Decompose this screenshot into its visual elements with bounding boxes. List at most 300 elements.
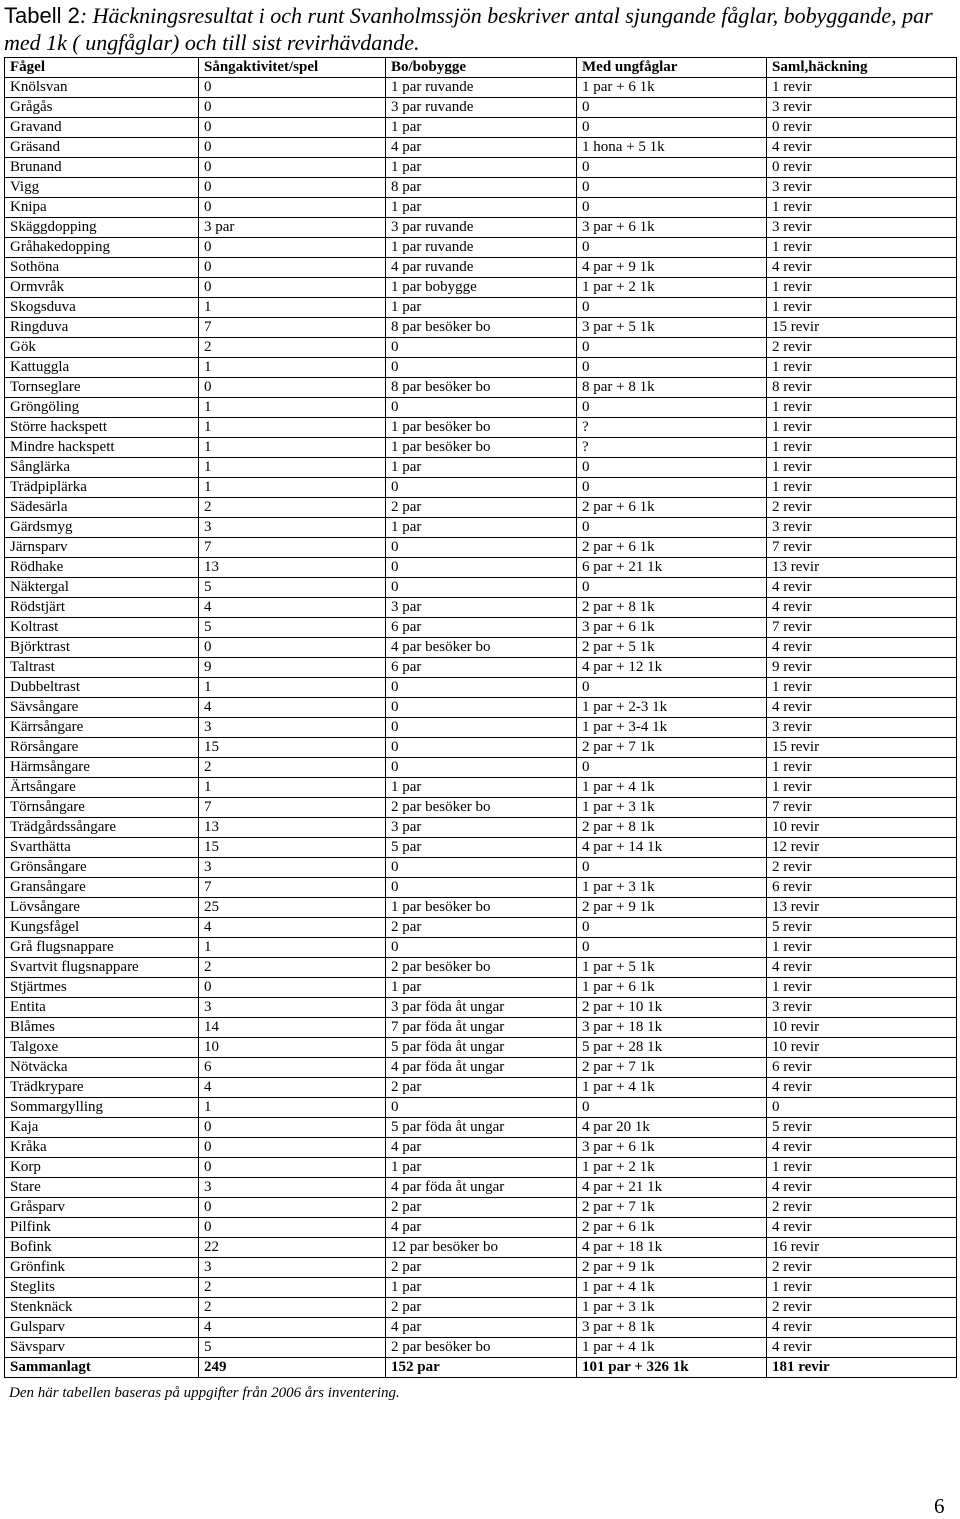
nest-building-cell: 6 par: [386, 618, 577, 638]
with-young-cell: 2 par + 7 1k: [577, 1198, 767, 1218]
nest-building-cell: 4 par: [386, 1138, 577, 1158]
nest-building-cell: 0: [386, 538, 577, 558]
nest-building-cell: 1 par: [386, 118, 577, 138]
total-breeding-cell: 1 revir: [767, 78, 957, 98]
song-activity-cell: 1: [199, 458, 386, 478]
total-breeding-cell: 0 revir: [767, 158, 957, 178]
song-activity-cell: 0: [199, 198, 386, 218]
species-cell: Kärrsångare: [5, 718, 199, 738]
table-row: [5, 1298, 957, 1318]
nest-building-cell: 1 par bobygge: [386, 278, 577, 298]
total-breeding-cell: 4 revir: [767, 638, 957, 658]
nest-building-cell: 1 par: [386, 198, 577, 218]
song-activity-cell: 0: [199, 638, 386, 658]
table-row: [5, 138, 957, 158]
nest-building-cell: 5 par föda åt ungar: [386, 1118, 577, 1138]
nest-building-cell: 1 par: [386, 158, 577, 178]
nest-building-cell: 1 par besöker bo: [386, 898, 577, 918]
total-breeding-cell: 3 revir: [767, 998, 957, 1018]
species-cell: Tornseglare: [5, 378, 199, 398]
total-breeding-cell: 4 revir: [767, 578, 957, 598]
with-young-cell: 1 par + 3 1k: [577, 798, 767, 818]
total-breeding-cell: 2 revir: [767, 498, 957, 518]
nest-building-cell: 0: [386, 558, 577, 578]
nest-building-cell: 4 par ruvande: [386, 258, 577, 278]
nest-building-cell: 1 par: [386, 458, 577, 478]
total-breeding-cell: 13 revir: [767, 898, 957, 918]
species-cell: Grönsångare: [5, 858, 199, 878]
with-young-cell: 1 par + 5 1k: [577, 958, 767, 978]
table-row: [5, 578, 957, 598]
species-cell: Svarthätta: [5, 838, 199, 858]
with-young-cell: 2 par + 7 1k: [577, 738, 767, 758]
song-activity-cell: 4: [199, 698, 386, 718]
total-breeding-cell: 1 revir: [767, 1158, 957, 1178]
with-young-cell: 1 par + 2-3 1k: [577, 698, 767, 718]
song-activity-cell: 0: [199, 1218, 386, 1238]
with-young-cell: 5 par + 28 1k: [577, 1038, 767, 1058]
song-activity-cell: 7: [199, 878, 386, 898]
song-activity-cell: 0: [199, 1158, 386, 1178]
total-breeding-cell: 4 revir: [767, 1338, 957, 1358]
song-activity-cell: 15: [199, 838, 386, 858]
table-row: [5, 738, 957, 758]
total-breeding-cell: 2 revir: [767, 1298, 957, 1318]
with-young-cell: 4 par + 21 1k: [577, 1178, 767, 1198]
total-breeding-cell: 0: [767, 1098, 957, 1118]
total-breeding-cell: 7 revir: [767, 798, 957, 818]
table-row: [5, 538, 957, 558]
song-activity-cell: 2: [199, 498, 386, 518]
table-row: [5, 718, 957, 738]
nest-building-cell: 3 par föda åt ungar: [386, 998, 577, 1018]
song-activity-cell: 2: [199, 338, 386, 358]
species-cell: Grå flugsnappare: [5, 938, 199, 958]
species-cell: Trädgårdssångare: [5, 818, 199, 838]
table-row: [5, 1218, 957, 1238]
species-cell: Nötväcka: [5, 1058, 199, 1078]
song-activity-cell: 2: [199, 758, 386, 778]
song-activity-cell: 0: [199, 1198, 386, 1218]
with-young-cell: 2 par + 5 1k: [577, 638, 767, 658]
total-breeding-cell: 7 revir: [767, 618, 957, 638]
with-young-cell: 0: [577, 398, 767, 418]
total-breeding-cell: 1 revir: [767, 678, 957, 698]
table-row: [5, 398, 957, 418]
nest-building-cell: 2 par: [386, 1078, 577, 1098]
song-activity-cell: 1: [199, 358, 386, 378]
nest-building-cell: 0: [386, 718, 577, 738]
total-breeding-cell: 1 revir: [767, 938, 957, 958]
table-row: [5, 918, 957, 938]
species-cell: Gråsparv: [5, 1198, 199, 1218]
table-row: [5, 958, 957, 978]
nest-building-cell: 0: [386, 938, 577, 958]
with-young-cell: 2 par + 6 1k: [577, 1218, 767, 1238]
nest-building-cell: 0: [386, 758, 577, 778]
table-row: [5, 338, 957, 358]
with-young-cell: 0: [577, 338, 767, 358]
species-cell: Sävsparv: [5, 1338, 199, 1358]
song-activity-cell: 5: [199, 618, 386, 638]
nest-building-cell: 4 par: [386, 1218, 577, 1238]
species-cell: Större hackspett: [5, 418, 199, 438]
nest-building-cell: 1 par: [386, 1158, 577, 1178]
table-row: [5, 658, 957, 678]
total-breeding-cell: 1 revir: [767, 358, 957, 378]
with-young-cell: 0: [577, 458, 767, 478]
table-row: [5, 698, 957, 718]
species-cell: Sommargylling: [5, 1098, 199, 1118]
nest-building-cell: 12 par besöker bo: [386, 1238, 577, 1258]
nest-building-cell: 4 par besöker bo: [386, 638, 577, 658]
nest-building-cell: 6 par: [386, 658, 577, 678]
table-row: [5, 778, 957, 798]
nest-building-cell: 2 par: [386, 1298, 577, 1318]
species-cell: Pilfink: [5, 1218, 199, 1238]
total-breeding-cell: 4 revir: [767, 258, 957, 278]
nest-building-cell: 2 par besöker bo: [386, 1338, 577, 1358]
song-activity-cell: 1: [199, 1098, 386, 1118]
nest-building-cell: 4 par: [386, 138, 577, 158]
table-row: [5, 998, 957, 1018]
total-breeding-cell: 6 revir: [767, 1058, 957, 1078]
species-cell: Kattuggla: [5, 358, 199, 378]
total-song-activity: 249: [199, 1358, 386, 1378]
species-cell: Vigg: [5, 178, 199, 198]
table-row: [5, 418, 957, 438]
species-cell: Kaja: [5, 1118, 199, 1138]
song-activity-cell: 4: [199, 598, 386, 618]
table-row: [5, 818, 957, 838]
total-breeding-cell: 10 revir: [767, 818, 957, 838]
with-young-cell: 4 par + 18 1k: [577, 1238, 767, 1258]
total-breeding-cell: 12 revir: [767, 838, 957, 858]
species-cell: Lövsångare: [5, 898, 199, 918]
song-activity-cell: 0: [199, 138, 386, 158]
nest-building-cell: 4 par: [386, 1318, 577, 1338]
table-row: [5, 1238, 957, 1258]
song-activity-cell: 1: [199, 778, 386, 798]
nest-building-cell: 1 par besöker bo: [386, 438, 577, 458]
table-row: [5, 318, 957, 338]
total-breeding-cell: 15 revir: [767, 318, 957, 338]
with-young-cell: 1 par + 3 1k: [577, 878, 767, 898]
table-row: [5, 758, 957, 778]
table-caption: [4, 2, 954, 56]
with-young-cell: 1 hona + 5 1k: [577, 138, 767, 158]
table-row: [5, 518, 957, 538]
species-cell: Gärdsmyg: [5, 518, 199, 538]
with-young-cell: 1 par + 4 1k: [577, 1278, 767, 1298]
total-breeding-cell: 4 revir: [767, 1218, 957, 1238]
song-activity-cell: 2: [199, 1298, 386, 1318]
species-cell: Grågås: [5, 98, 199, 118]
song-activity-cell: 1: [199, 438, 386, 458]
with-young-cell: 3 par + 5 1k: [577, 318, 767, 338]
with-young-cell: 8 par + 8 1k: [577, 378, 767, 398]
song-activity-cell: 3: [199, 1178, 386, 1198]
table-row: [5, 238, 957, 258]
species-cell: Stjärtmes: [5, 978, 199, 998]
total-breeding-cell: 10 revir: [767, 1018, 957, 1038]
nest-building-cell: 1 par ruvande: [386, 238, 577, 258]
with-young-cell: 1 par + 2 1k: [577, 278, 767, 298]
nest-building-cell: 8 par besöker bo: [386, 378, 577, 398]
with-young-cell: 3 par + 6 1k: [577, 1138, 767, 1158]
total-breeding-cell: 1 revir: [767, 398, 957, 418]
song-activity-cell: 1: [199, 398, 386, 418]
table-row: [5, 598, 957, 618]
song-activity-cell: 0: [199, 1138, 386, 1158]
species-cell: Rödstjärt: [5, 598, 199, 618]
species-cell: Skäggdopping: [5, 218, 199, 238]
breeding-results-table: [4, 57, 957, 1378]
total-breeding-cell: 6 revir: [767, 878, 957, 898]
species-cell: Mindre hackspett: [5, 438, 199, 458]
total-breeding-cell: 0 revir: [767, 118, 957, 138]
nest-building-cell: 2 par: [386, 1258, 577, 1278]
with-young-cell: 0: [577, 578, 767, 598]
table-row: [5, 378, 957, 398]
nest-building-cell: 0: [386, 338, 577, 358]
song-activity-cell: 9: [199, 658, 386, 678]
total-breeding-cell: 4 revir: [767, 1178, 957, 1198]
with-young-cell: 0: [577, 518, 767, 538]
with-young-cell: 4 par + 9 1k: [577, 258, 767, 278]
total-breeding-cell: 3 revir: [767, 718, 957, 738]
with-young-cell: 2 par + 9 1k: [577, 898, 767, 918]
song-activity-cell: 5: [199, 1338, 386, 1358]
with-young-cell: 0: [577, 118, 767, 138]
nest-building-cell: 1 par: [386, 518, 577, 538]
species-cell: Skogsduva: [5, 298, 199, 318]
species-cell: Ringduva: [5, 318, 199, 338]
nest-building-cell: 1 par ruvande: [386, 78, 577, 98]
total-breeding-cell: 2 revir: [767, 1198, 957, 1218]
total-breeding-cell: 10 revir: [767, 1038, 957, 1058]
nest-building-cell: 3 par: [386, 818, 577, 838]
species-cell: Gransångare: [5, 878, 199, 898]
nest-building-cell: 2 par besöker bo: [386, 958, 577, 978]
total-breeding-cell: 3 revir: [767, 518, 957, 538]
table-row: [5, 1158, 957, 1178]
species-cell: Sånglärka: [5, 458, 199, 478]
table-row: [5, 938, 957, 958]
total-breeding-cell: 4 revir: [767, 598, 957, 618]
song-activity-cell: 4: [199, 1318, 386, 1338]
species-cell: Gräsand: [5, 138, 199, 158]
song-activity-cell: 2: [199, 1278, 386, 1298]
song-activity-cell: 7: [199, 798, 386, 818]
species-cell: Sävsångare: [5, 698, 199, 718]
table-row: [5, 1058, 957, 1078]
with-young-cell: 0: [577, 298, 767, 318]
total-breeding-cell: 1 revir: [767, 758, 957, 778]
species-cell: Steglits: [5, 1278, 199, 1298]
with-young-cell: 1 par + 4 1k: [577, 1338, 767, 1358]
song-activity-cell: 14: [199, 1018, 386, 1038]
total-breeding-cell: 15 revir: [767, 738, 957, 758]
table-header-row: [5, 58, 957, 78]
nest-building-cell: 0: [386, 698, 577, 718]
table-row: [5, 878, 957, 898]
nest-building-cell: 3 par ruvande: [386, 98, 577, 118]
nest-building-cell: 3 par ruvande: [386, 218, 577, 238]
species-cell: Bofink: [5, 1238, 199, 1258]
table-row: [5, 278, 957, 298]
with-young-cell: 2 par + 9 1k: [577, 1258, 767, 1278]
with-young-cell: 0: [577, 918, 767, 938]
song-activity-cell: 13: [199, 558, 386, 578]
nest-building-cell: 0: [386, 858, 577, 878]
table-row: [5, 198, 957, 218]
song-activity-cell: 4: [199, 918, 386, 938]
song-activity-cell: 0: [199, 238, 386, 258]
species-cell: Brunand: [5, 158, 199, 178]
header-species: Fågel: [5, 58, 199, 78]
with-young-cell: 3 par + 6 1k: [577, 218, 767, 238]
with-young-cell: 1 par + 4 1k: [577, 778, 767, 798]
table-body: [5, 78, 957, 1358]
species-cell: Ärtsångare: [5, 778, 199, 798]
song-activity-cell: 4: [199, 1078, 386, 1098]
species-cell: Gråhakedopping: [5, 238, 199, 258]
total-with-young: 101 par + 326 1k: [577, 1358, 767, 1378]
song-activity-cell: 1: [199, 298, 386, 318]
species-cell: Stare: [5, 1178, 199, 1198]
total-breeding-cell: 1 revir: [767, 1278, 957, 1298]
with-young-cell: 0: [577, 178, 767, 198]
song-activity-cell: 0: [199, 118, 386, 138]
total-breeding-cell: 2 revir: [767, 1258, 957, 1278]
table-row: [5, 118, 957, 138]
with-young-cell: 0: [577, 158, 767, 178]
caption-label: Tabell 2: [4, 3, 80, 28]
table-row: [5, 858, 957, 878]
species-cell: Koltrast: [5, 618, 199, 638]
nest-building-cell: 7 par föda åt ungar: [386, 1018, 577, 1038]
total-breeding-cell: 1 revir: [767, 198, 957, 218]
with-young-cell: 0: [577, 1098, 767, 1118]
table-row: [5, 1338, 957, 1358]
table-row: [5, 638, 957, 658]
nest-building-cell: 2 par besöker bo: [386, 798, 577, 818]
table-row: [5, 558, 957, 578]
with-young-cell: 4 par 20 1k: [577, 1118, 767, 1138]
with-young-cell: 3 par + 18 1k: [577, 1018, 767, 1038]
with-young-cell: 1 par + 2 1k: [577, 1158, 767, 1178]
species-cell: Gulsparv: [5, 1318, 199, 1338]
nest-building-cell: 5 par: [386, 838, 577, 858]
total-breeding-cell: 4 revir: [767, 698, 957, 718]
table-row: [5, 1098, 957, 1118]
song-activity-cell: 0: [199, 98, 386, 118]
total-breeding-cell: 1 revir: [767, 438, 957, 458]
total-breeding-cell: 4 revir: [767, 1078, 957, 1098]
caption-text: : Häckningsresultat i och runt Svanholmssjön beskriver antal sjungande fåglar, bobyggande, par med 1k ( ungfåglar) och till sist revirhävdande.: [4, 3, 933, 55]
header-song-activity: Sångaktivitet/spel: [199, 58, 386, 78]
with-young-cell: 0: [577, 938, 767, 958]
song-activity-cell: 15: [199, 738, 386, 758]
song-activity-cell: 0: [199, 258, 386, 278]
table-row: [5, 1278, 957, 1298]
species-cell: Grönfink: [5, 1258, 199, 1278]
table-row: [5, 1038, 957, 1058]
total-breeding-cell: 7 revir: [767, 538, 957, 558]
with-young-cell: 1 par + 3 1k: [577, 1298, 767, 1318]
species-cell: Härmsångare: [5, 758, 199, 778]
total-breeding-cell: 4 revir: [767, 1138, 957, 1158]
with-young-cell: 1 par + 6 1k: [577, 978, 767, 998]
nest-building-cell: 0: [386, 398, 577, 418]
species-cell: Stenknäck: [5, 1298, 199, 1318]
total-breeding-cell: 1 revir: [767, 478, 957, 498]
nest-building-cell: 2 par: [386, 498, 577, 518]
species-cell: Sädesärla: [5, 498, 199, 518]
table-row: [5, 458, 957, 478]
with-young-cell: 2 par + 8 1k: [577, 598, 767, 618]
header-nest-building: Bo/bobygge: [386, 58, 577, 78]
total-breeding-cell: 1 revir: [767, 418, 957, 438]
with-young-cell: 2 par + 8 1k: [577, 818, 767, 838]
total-breeding-cell: 1 revir: [767, 238, 957, 258]
total-breeding-cell: 3 revir: [767, 178, 957, 198]
total-breeding-cell: 1 revir: [767, 458, 957, 478]
with-young-cell: 0: [577, 98, 767, 118]
species-cell: Korp: [5, 1158, 199, 1178]
species-cell: Rödhake: [5, 558, 199, 578]
song-activity-cell: 3: [199, 718, 386, 738]
total-breeding-cell: 3 revir: [767, 98, 957, 118]
table-row: [5, 1018, 957, 1038]
with-young-cell: 1 par + 4 1k: [577, 1078, 767, 1098]
table-row: [5, 1118, 957, 1138]
total-breeding-cell: 13 revir: [767, 558, 957, 578]
total-breeding-cell: 4 revir: [767, 958, 957, 978]
page-number: 6: [934, 1494, 945, 1518]
species-cell: Taltrast: [5, 658, 199, 678]
table-row: [5, 798, 957, 818]
nest-building-cell: 0: [386, 578, 577, 598]
table-row: [5, 978, 957, 998]
total-label: Sammanlagt: [5, 1358, 199, 1378]
nest-building-cell: 0: [386, 678, 577, 698]
total-breeding-cell: 1 revir: [767, 278, 957, 298]
nest-building-cell: 0: [386, 358, 577, 378]
table-row: [5, 1178, 957, 1198]
with-young-cell: ?: [577, 418, 767, 438]
total-row: [5, 1358, 957, 1378]
table-row: [5, 1138, 957, 1158]
species-cell: Näktergal: [5, 578, 199, 598]
song-activity-cell: 25: [199, 898, 386, 918]
song-activity-cell: 0: [199, 978, 386, 998]
nest-building-cell: 8 par: [386, 178, 577, 198]
nest-building-cell: 0: [386, 878, 577, 898]
nest-building-cell: 0: [386, 738, 577, 758]
nest-building-cell: 1 par: [386, 978, 577, 998]
species-cell: Törnsångare: [5, 798, 199, 818]
nest-building-cell: 5 par föda åt ungar: [386, 1038, 577, 1058]
table-row: [5, 1318, 957, 1338]
table-row: [5, 78, 957, 98]
total-breeding-cell: 1 revir: [767, 978, 957, 998]
total-breeding-cell: 2 revir: [767, 858, 957, 878]
with-young-cell: 3 par + 8 1k: [577, 1318, 767, 1338]
song-activity-cell: 1: [199, 418, 386, 438]
song-activity-cell: 0: [199, 1118, 386, 1138]
